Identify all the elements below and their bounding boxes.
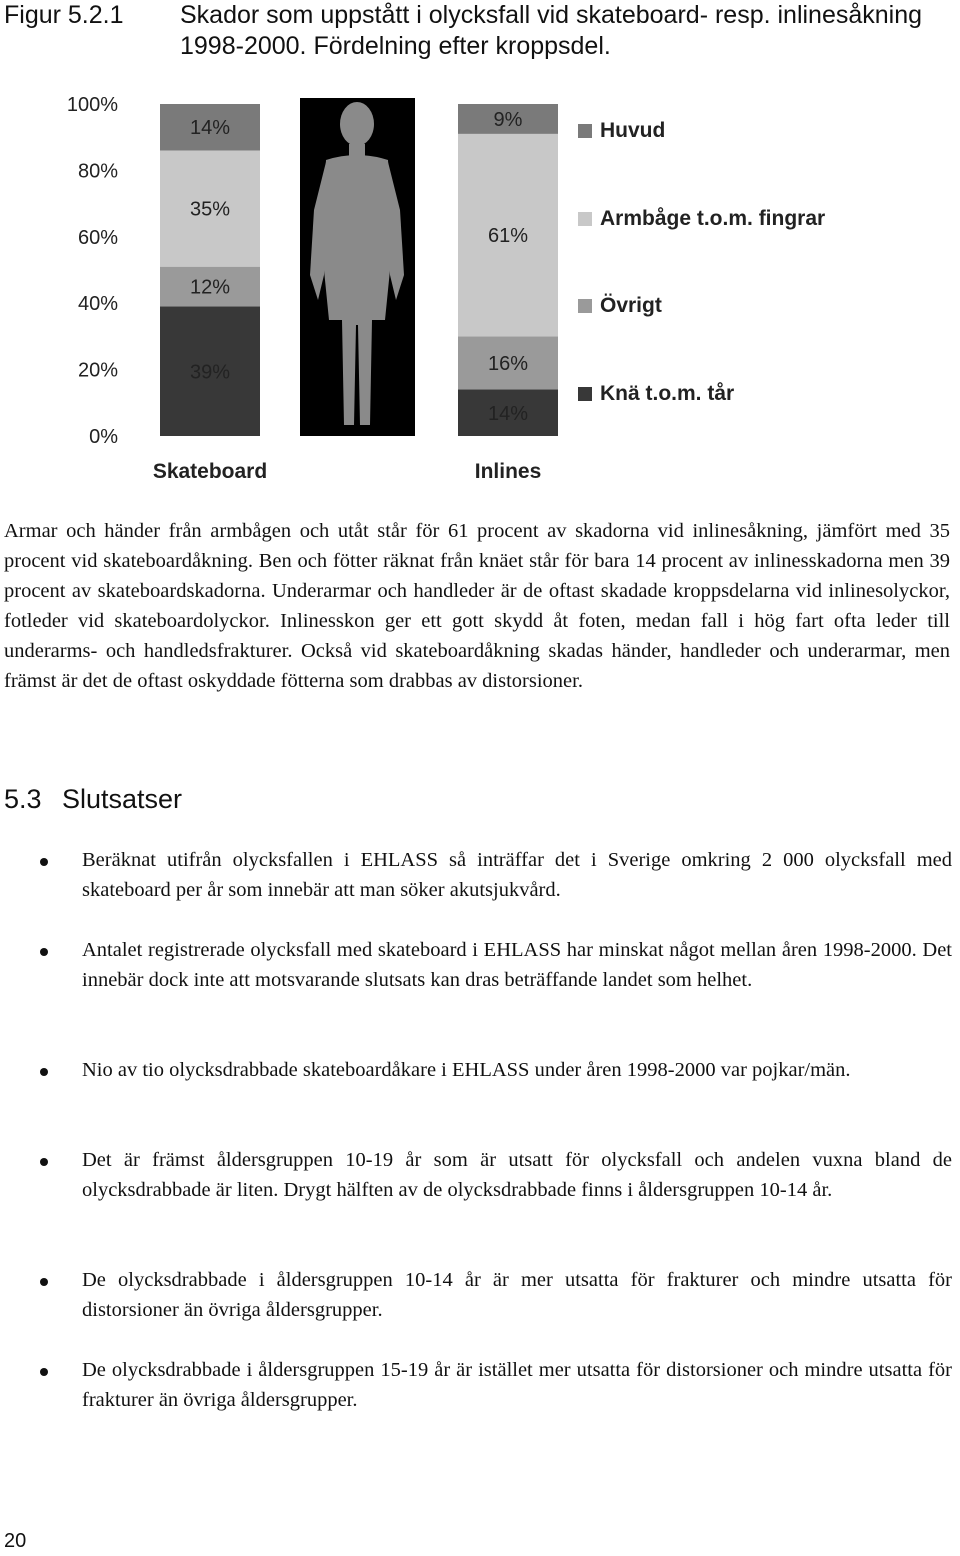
bullet-icon (40, 1278, 48, 1286)
legend-swatch (578, 299, 592, 313)
category-label: Inlines (474, 460, 542, 483)
section-heading (4, 784, 182, 815)
legend-label: Huvud (600, 119, 666, 142)
data-label: 14% (487, 402, 529, 425)
figure-title: Skador som uppstått i olycksfall vid skateboard- resp. inlinesåkning 1998-2000. Fördelning efter kroppsdel. (180, 1, 923, 60)
category-labels (153, 460, 541, 483)
bullet-icon (40, 1158, 48, 1166)
legend-swatch (578, 124, 592, 138)
bullet-icon (40, 948, 48, 956)
data-label: 12% (189, 276, 231, 299)
legend-label: Armbåge t.o.m. fingrar (600, 207, 826, 230)
body-silhouette-icon (300, 98, 415, 436)
legend (578, 119, 825, 405)
y-tick-label: 40% (77, 293, 118, 316)
data-label: 39% (189, 361, 231, 384)
page-number: 20 (4, 1530, 27, 1552)
bullet-icon (40, 858, 48, 866)
figure-number: Figur 5.2.1 (4, 1, 124, 29)
section-number: 5.3 (4, 784, 42, 814)
data-label: 14% (189, 117, 231, 140)
legend-swatch (578, 212, 592, 226)
y-tick-label: 60% (77, 226, 118, 249)
stacked-bar-chart (0, 90, 960, 490)
y-tick-label: 20% (77, 359, 118, 382)
legend-label: Knä t.o.m. tår (600, 382, 735, 405)
data-label: 9% (493, 108, 523, 131)
data-label: 16% (487, 352, 529, 375)
legend-swatch (578, 387, 592, 401)
y-tick-label: 100% (66, 94, 118, 116)
category-label: Skateboard (152, 460, 268, 483)
y-tick-label: 0% (89, 426, 118, 448)
bullet-icon (40, 1368, 48, 1376)
data-label: 35% (189, 198, 231, 221)
y-tick-label: 80% (77, 160, 118, 183)
section-title: Slutsatser (62, 784, 183, 814)
y-axis (67, 94, 118, 448)
data-label: 61% (487, 225, 529, 248)
chart-canvas (0, 90, 960, 490)
bullet-icon (40, 1068, 48, 1076)
legend-label: Övrigt (600, 294, 662, 317)
body-paragraph: Armar och händer från armbågen och utåt står för 61 procent av skadorna vid inlinesåkning, jämfört med 35 procent vid skateboardåkning. Ben och fötter räknat från knäet står för bara 14 procent av inlinesskadorna men 39 procent av skateboardskadorna. Underarmar och handleder är de oftast skadade kroppsdelarna vid inlinesolyckor, fotleder vid skateboardolyckor. Inlinesskon ger ett gott skydd åt foten, medan fall i hög fart ofta leder till underarms- och handledsfrakturer. Också vid skateboardåkning skadas händer, handleder och underarmar, men främst är det de oftast oskyddade fötterna som drabbas av distorsioner. (4, 520, 950, 692)
